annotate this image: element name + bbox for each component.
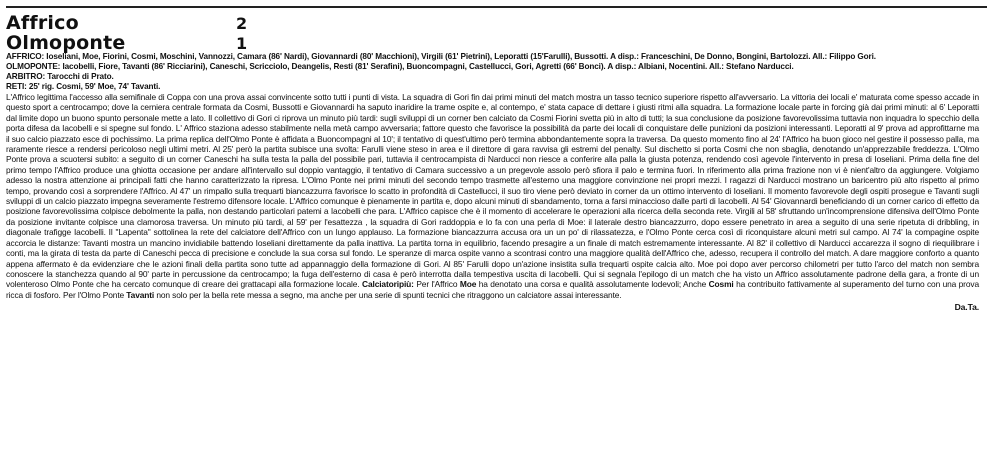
player-moe: Moe [459, 279, 477, 290]
lineups [6, 52, 979, 92]
away-team-name: Olmoponte [6, 32, 126, 54]
player-cosmi: Cosmi [708, 279, 734, 290]
home-team-name: Affrico [6, 12, 79, 34]
home-score-row [6, 12, 426, 32]
away-lineup: OLMOPONTE: Iacobelli, Fiore, Tavanti (86' Ricciarini), Caneschi, Scricciolo, Deangelis, Resti (81' Serafini), Buoncompagni, Castellucci, Gori, Agretti (66' Bonci). A disp.: Albiani, Nocentini. All.: Stefano Narducci. [6, 62, 794, 71]
best-players-text-a: Per l'Affrico [413, 279, 460, 290]
referee: ARBITRO: Tarocchi di Prato. [6, 72, 114, 81]
home-team-score: 2 [236, 14, 248, 33]
best-players-text-d: non solo per la bella rete messa a segno, ma anche per una serie di spunti tecnici che ritraggono un calciatore assai interessante. [154, 289, 622, 300]
best-players-text-c: ha contribuito fattivamente al superamento del turno con una prova ricca di fosforo. Per l'Olmo Ponte [6, 279, 979, 300]
best-players-label: Calciatoripiù: [362, 279, 414, 290]
article-body-text: L'Affrico legittima l'accesso alla semifinale di Coppa con una prova assai convincente sotto tutti i punti di vista. La squadra di Gori fin dai primi minuti del match mostra un tasso tecnico superiore rispetto all'avversario. La vittoria dei locali e' maturata come spesso accade in questo sport a centrocampo; dove la cerniera centrale formata da Cosmi, Bussotti e Giovannardi ha saputo inaridire la trame ospite e, al contempo, e' stata capace di dettare i giusti ritmi alla squadra. La formazione locale parte in forcing già dai primi minuti: al 6' Leporatti dal limite dopo un buono spunto personale mette a lato. Il collettivo di Gori ci riprova un minuto più tardi: sugli sviluppi di un corner ben calciato da Cosmi Fiorini svetta più in alto di tutti; la sua conclusione da posizione favorevolissima tuttavia non inquadra lo specchio della porta difesa da Iacobelli e si spegne sul fondo. L' Affrico staziona adesso stabilmente nella metà campo avversaria; fattore questo che favorisce la possibilità da parte dei locali di conquistare delle punizioni da posizioni interessanti. Leporatti al 9' prova ad approfittarne ma il suo calcio piazzato esce di pochissimo. La prima replica dell'Olmo Ponte è affidata a Buoncompagni al 10'; il tentativo di quest'ultimo però termina abbondantemente sopra la traversa. Da questo momento fino al 24' l'Affrico ha buon gioco nel gestire il possesso palla, ma raramente riesce a rendersi pericoloso negli ultimi metri. Al 25' però la partita subisce una svolta: Farulli viene steso in area e il direttore di gara ravvisa gli estremi del penalty. Sul dischetto si porta Cosmi che non sbaglia, denotando un'apprezzabile freddezza. L'Olmo Ponte prova a scuotersi subito: a seguito di un corner Caneschi ha sulla testa la palla del possibile pari, tuttavia il centrocampista di Narducci non riesce a conferire alla palla la giusta potenza, rendendo così agevole l'intervento in presa di Ioseliani. Prima della fine del primo tempo l'Affrico produce una ghiotta occasione per andare all'intervallo sul doppio vantaggio, il tentativo di Camara successivo a un pregevole assolo però sfiora il palo e termina fuori. In riferimento alla prima frazione non vi è nient'altro da aggiungere. Volgiamo adesso la nostra attenzione ai principali fatti che hanno caratterizzato la ripresa. L'Olmo Ponte nei primi minuti del secondo tempo trasmette all'esterno una maggiore convinzione nei propri mezzi. I ragazzi di Narducci mostrano un baricentro più alto rispetto al primo tempo, provando così a sorprendere l'Affrico. Al 47' un rimpallo sulla trequarti biancazzurra favorisce lo scatto in profondità di Castellucci, il suo tiro viene però deviato in corner da un ottimo intervento di Ioseliani. Il momento favorevole degli ospiti prosegue e Tavanti sugli sviluppi di un calcio piazzato impegna severamente l'estremo difensore locale. L'Affrico comunque è pienamente in partita e, dopo alcuni minuti di sbandamento, torna a farsi minaccioso dalle parti di Iacobelli. Al 54' Giovannardi beneficiando di un corner carico di effetto da posizione favorevolissima colpisce debolmente la palla, non destando particolari patemi a Iacobelli che para. L'Affrico capisce che è il momento di accelerare le operazioni alla ricerca della seconda rete. Virgili al 58' sfruttando un'incomprensione difensiva dell'Olmo Ponte da posizione invitante colpisce una clamorosa traversa. Un minuto più tardi, al 59' per l'esattezza , la squadra di Gori raddoppia e lo fa con una perla di Moe: il laterale destro biancazzurro, dopo essere penetrato in area a seguito di una serie ripetuta di dribbling, in diagonale trafigge Iacobelli. Il "Lapenta" sottolinea la rete del calciatore dell'Affrico con un lungo applauso. La formazione biancazzurra accusa ora un un po' di rilassatezza, e l'Olmo Ponte cerca così di riconquistare alcuni metri sul campo. Al 74' la compagine ospite accorcia le distanze: Tavanti mostra un mancino invidiabile battendo Ioseliani direttamente da palla inattiva. La partita torna in equilibrio, facendo presagire a un finale di match estremamente interessante. Al 82' il collettivo di Narducci accarezza il sogno di riequilibrare i conti, ma la girata di testa da parte di Caneschi pecca di precisione e conclude la sua corsa sul fondo. Le speranze di marca ospite vanno a scontrasi contro una maggiore qualità dell'Affrico che, adesso, recupera il controllo del match. A dare maggiore conforto a quanto appena affermato è da evidenziare che le azioni finali della partita sono tutte ad appannaggio della formazione di Gori. Al 85' Farulli dopo un'azione insistita sulla trequarti ospite calcia alto. Moe poi dopo aver percorso chilometri per tutto l'arco del match non sembra conoscere la stanchezza quando al 90' parte in percussione da centrocampo; la fuga dell'esterno di casa è però interrotta dalla tempestiva uscita di Iacobelli. Qui si segnala l'epilogo di un match che ha visto un Affrico assolutamente padrone della gara, a fronte di un volenteroso Olmo Ponte che ha cercato comunque di creare dei grattacapi alla formazione locale. [6, 92, 979, 290]
article-content [6, 52, 979, 313]
player-tavanti: Tavanti [126, 289, 155, 300]
top-rule [6, 6, 987, 8]
away-team-score: 1 [236, 34, 248, 53]
article-body [6, 92, 979, 300]
best-players-text-b: ha denotato una corsa e qualità assolutamente lodevoli; Anche [476, 279, 709, 290]
away-score-row [6, 32, 426, 52]
scoreboard [6, 12, 426, 52]
author-signature: Da.Ta. [954, 302, 979, 313]
goal-scorers: RETI: 25' rig. Cosmi, 59' Moe, 74' Tavanti. [6, 82, 161, 91]
home-lineup: AFFRICO: Ioseliani, Moe, Fiorini, Cosmi, Moschini, Vannozzi, Camara (86' Nardi), Giovannardi (80' Macchioni), Virgili (61' Pietrini), Leporatti (15'Farulli), Bussotti. A disp.: Franceschini, De Donno, Bongini, Bartolozzi. All.: Filippo Gori. [6, 52, 876, 61]
